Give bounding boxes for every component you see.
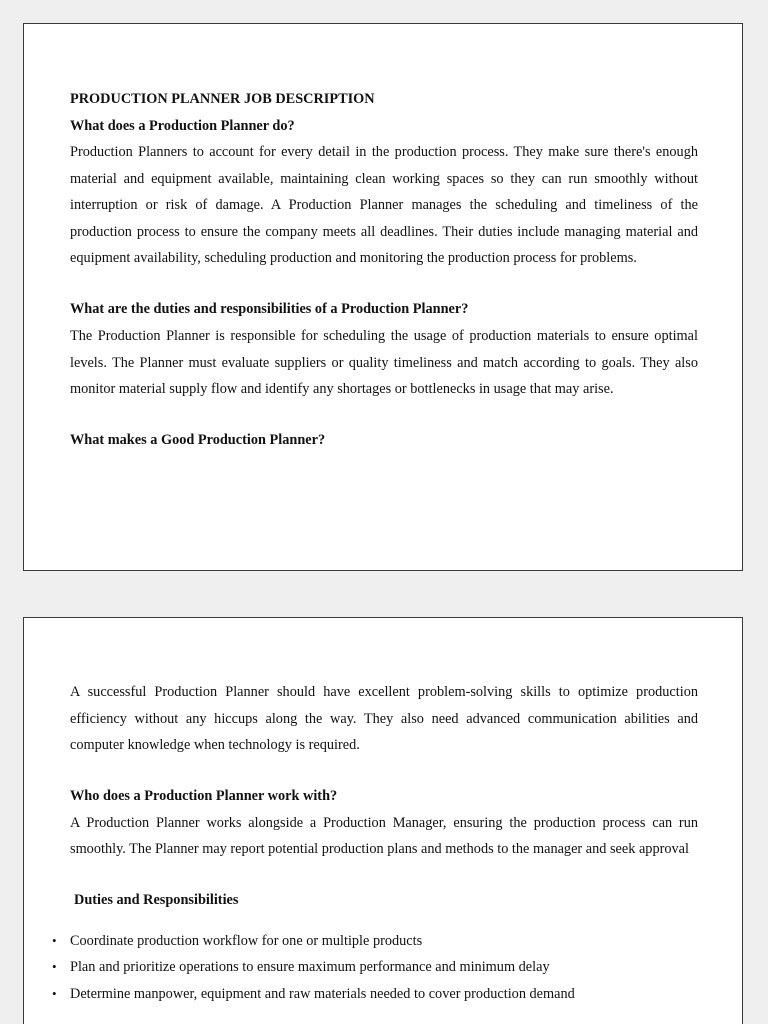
paragraph-good-planner: A successful Production Planner should have excellent problem-solving skills to optimize production efficiency without any hiccups along the way. They also need advanced communication abilities and computer knowledge when technology is required. bbox=[70, 684, 698, 754]
list-item bbox=[52, 954, 698, 981]
section-heading-what-does: What does a Production Planner do? bbox=[70, 117, 295, 134]
document-page-1 bbox=[23, 23, 743, 571]
section-heading-duties: What are the duties and responsibilities of a Production Planner? bbox=[70, 301, 469, 318]
paragraph-spacer bbox=[70, 759, 698, 784]
bullet-icon: • bbox=[52, 985, 57, 1001]
page-1-content bbox=[70, 86, 698, 454]
list-item-text: Coordinate production workflow for one or multiple products bbox=[70, 932, 423, 949]
paragraph-spacer bbox=[70, 272, 698, 297]
list-item-text: Plan and prioritize operations to ensure maximum performance and minimum delay bbox=[70, 959, 550, 976]
paragraph-works-with: A Production Planner works alongside a Production Manager, ensuring the production process can run smoothly. The Planner may report potential production plans and methods to the manager and seek approval bbox=[70, 814, 698, 858]
list-item bbox=[52, 981, 698, 1008]
section-heading-works-with: Who does a Production Planner work with? bbox=[70, 788, 338, 805]
paragraph-spacer bbox=[70, 403, 698, 428]
bullet-icon: • bbox=[52, 959, 57, 975]
heading-spacer bbox=[70, 914, 698, 928]
list-item-text: Determine manpower, equipment and raw materials needed to cover production demand bbox=[70, 985, 575, 1002]
duties-list bbox=[52, 928, 698, 1008]
paragraph-what-does: Production Planners to account for every detail in the production process. They make sure there's enough material and equipment available, maintaining clean working spaces so they can run smoothly without interruption or risk of damage. A Production Planner manages the scheduling and timeliness of the production process to ensure the company meets all deadlines. Their duties include managing material and equipment availability, scheduling production and monitoring the production process for problems. bbox=[70, 144, 698, 267]
paragraph-spacer bbox=[70, 863, 698, 888]
list-item bbox=[52, 928, 698, 955]
document-page-2 bbox=[23, 617, 743, 1024]
section-heading-good-planner: What makes a Good Production Planner? bbox=[70, 432, 326, 449]
paragraph-duties: The Production Planner is responsible for scheduling the usage of production materials to ensure optimal levels. The Planner must evaluate suppliers or quality timeliness and match according to goals. They also monitor material supply flow and identify any shortages or bottlenecks in usage that may arise. bbox=[70, 327, 698, 398]
duties-list-heading: Duties and Responsibilities bbox=[74, 892, 239, 909]
bullet-icon: • bbox=[52, 932, 57, 948]
document-title: PRODUCTION PLANNER JOB DESCRIPTION bbox=[70, 91, 375, 107]
page-2-content bbox=[52, 679, 698, 1007]
